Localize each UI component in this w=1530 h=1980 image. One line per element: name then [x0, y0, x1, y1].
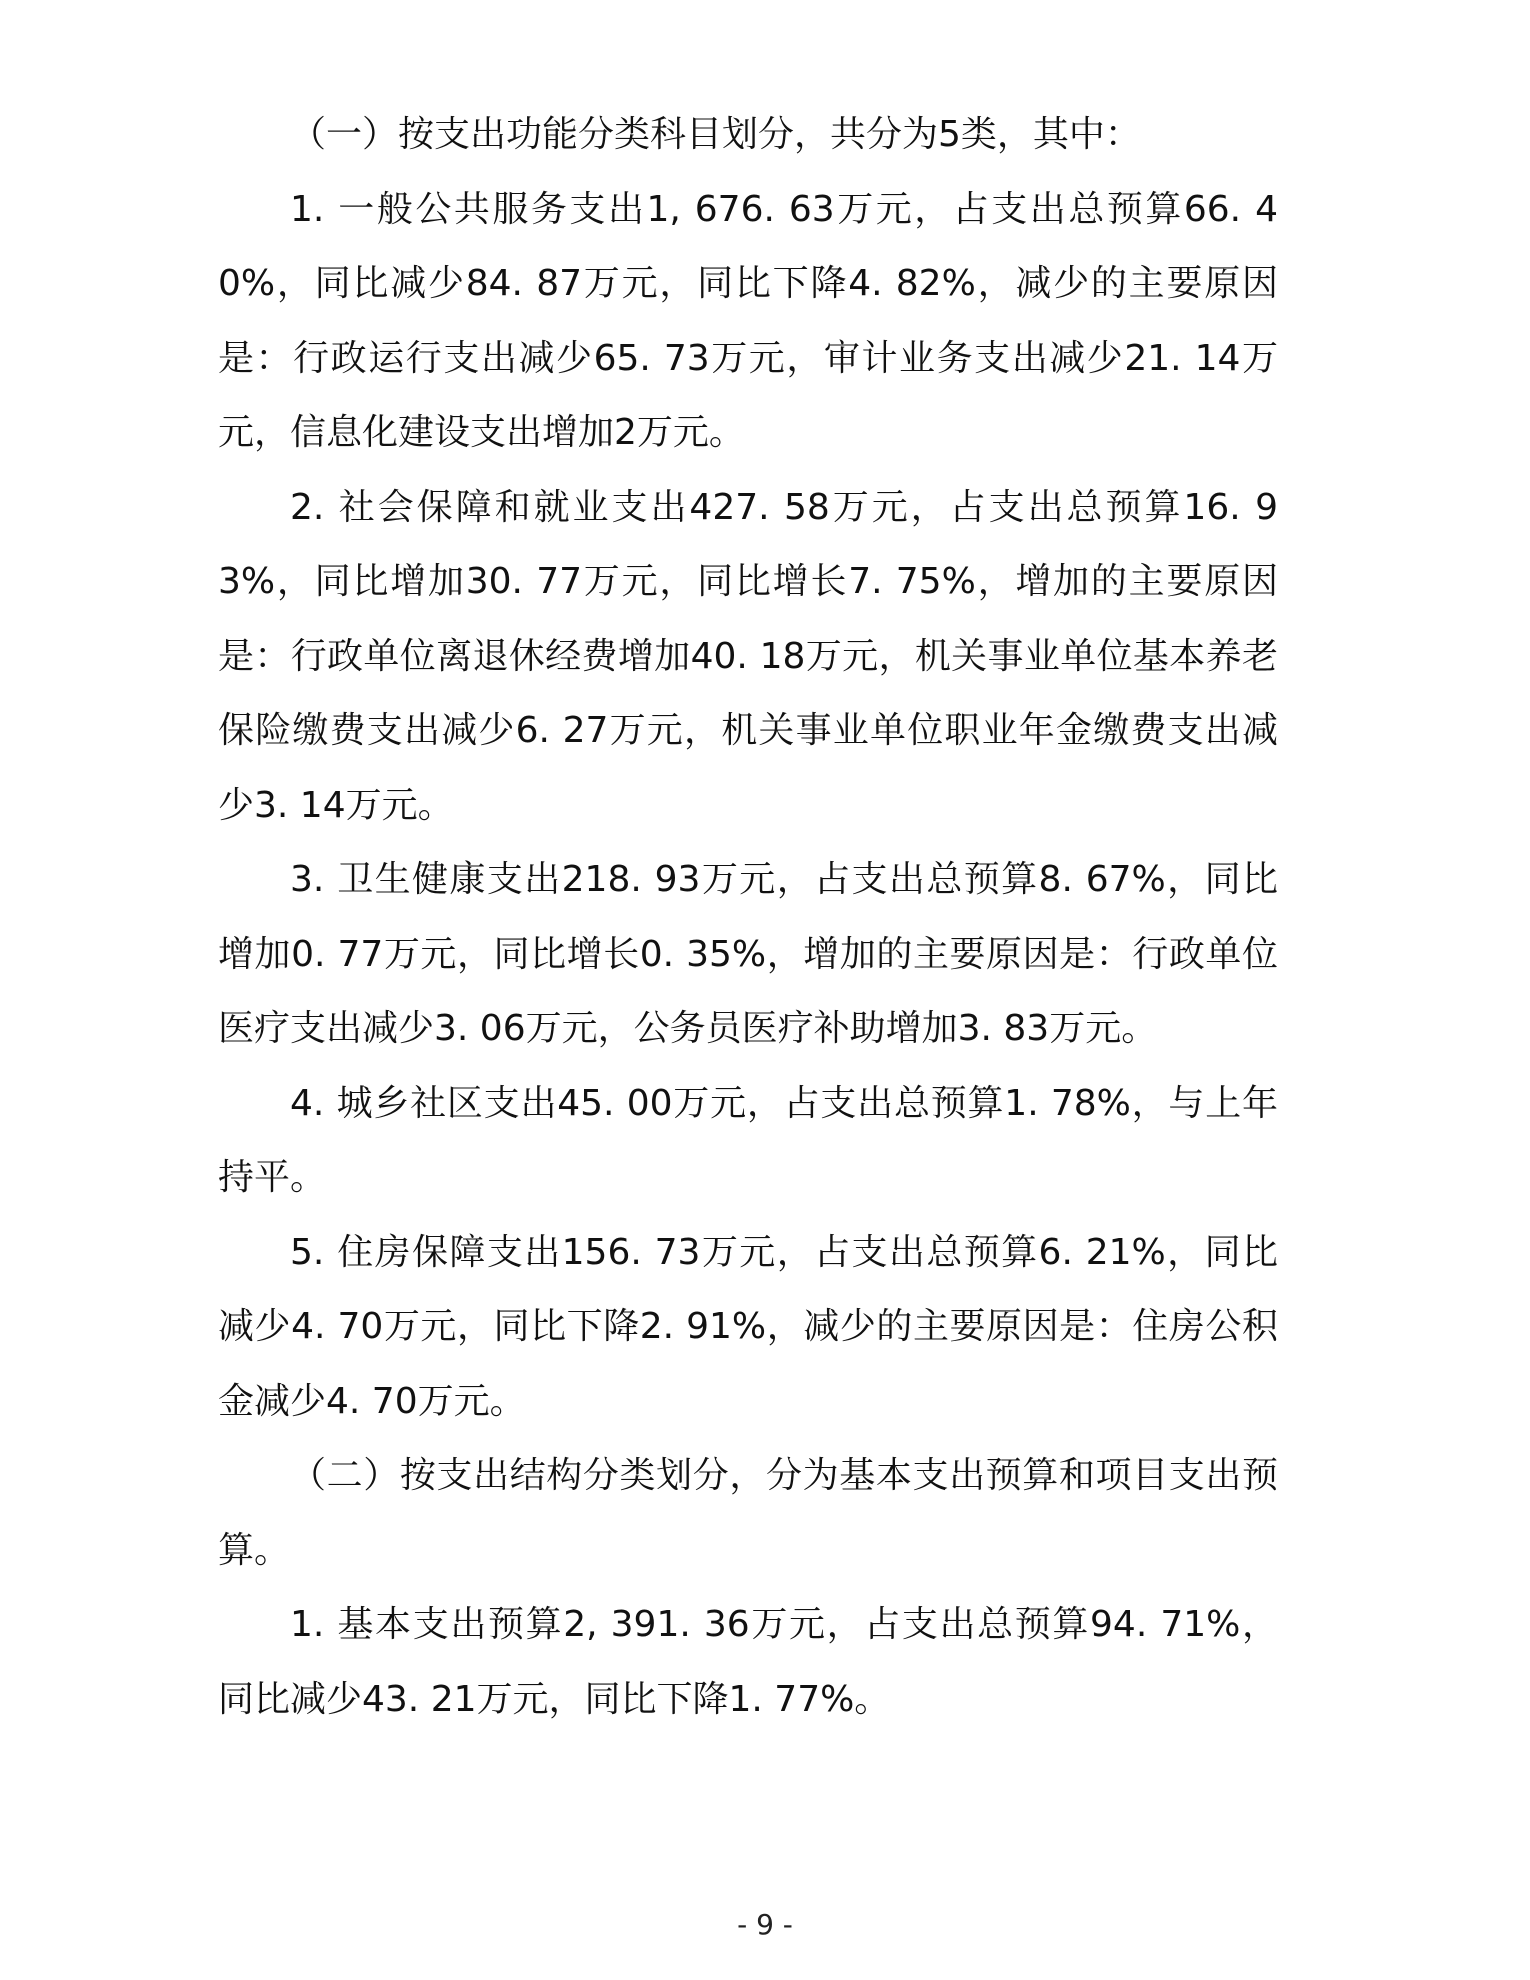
paragraph-housing-security: 5. 住房保障支出156. 73万元，占支出总预算6. 21%，同比减少4. 70万元，同比下降2. 91%，减少的主要原因是：住房公积金减少4. 70万元。: [218, 1231, 1278, 1422]
paragraph-health: 3. 卫生健康支出218. 93万元，占支出总预算8. 67%，同比增加0. 77万元，同比增长0. 35%，增加的主要原因是：行政单位医疗支出减少3. 06万元，公务员医疗补助增加3. 83万元。: [218, 859, 1278, 1049]
paragraph-basic-expenditure: 1. 基本支出预算2, 391. 36万元，占支出总预算94. 71%，同比减少43. 21万元，同比下降1. 77%。: [218, 1604, 1278, 1720]
page-number: - 9 -: [737, 1908, 793, 1941]
paragraph-general-public-services: 1. 一般公共服务支出1, 676. 63万元，占支出总预算66. 40%，同比减少84. 87万元，同比下降4. 82%，减少的主要原因是：行政运行支出减少65. 73万元，审计业务支出减少21. 14万元，信息化建设支出增加2万元。: [218, 188, 1278, 453]
section-heading-functional: （一）按支出功能分类科目划分，共分为5类，其中：: [290, 114, 1141, 155]
paragraph-social-security: 2. 社会保障和就业支出427. 58万元，占支出总预算16. 93%，同比增加30. 77万元，同比增长7. 75%，增加的主要原因是：行政单位离退休经费增加40. 18万元，机关事业单位基本养老保险缴费支出减少6. 27万元，机关事业单位职业年金缴费支出减少3. 14万元。: [218, 486, 1278, 826]
paragraph-urban-rural-community: 4. 城乡社区支出45. 00万元，占支出总预算1. 78%，与上年持平。: [218, 1082, 1278, 1198]
body-text: [218, 98, 1278, 1737]
section-heading-structural: （二）按支出结构分类划分，分为基本支出预算和项目支出预算。: [218, 1455, 1278, 1571]
